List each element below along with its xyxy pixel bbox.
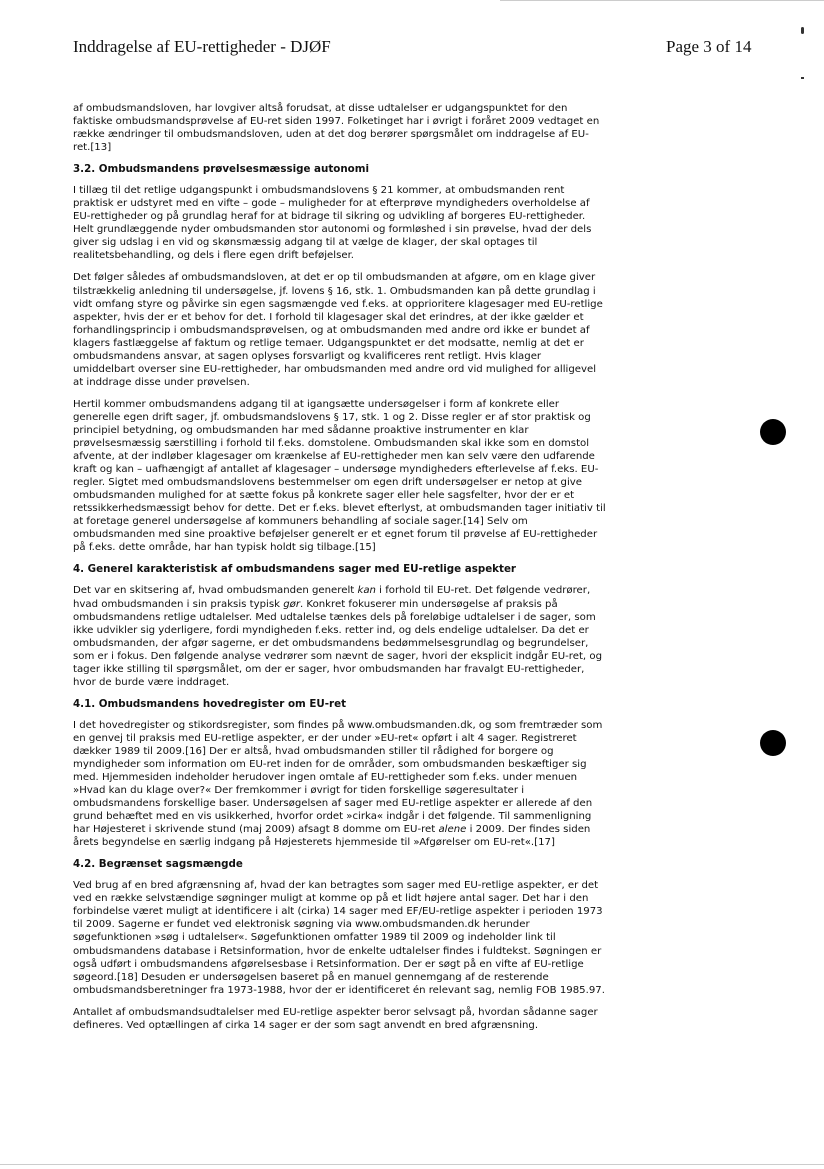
article-body (73, 102, 606, 1032)
paragraph: Antallet af ombudsmandsudtalelser med EU-retlige aspekter beror selvsagt på, hvordan sådanne sager defineres. Ved optællingen af cirka 14 sager er der som sagt anvendt en bred afgrænsning. (73, 1006, 598, 1031)
paragraph: I tillæg til det retlige udgangspunkt i ombudsmandslovens § 21 kommer, at ombudsmanden rent praktisk er udstyret med en vifte – gode – muligheder for at efterprøve myndigheders overholdelse af EU-rettigheder og på grundlag heraf for at bidrage til sikring og udvikling af borgeres EU-rettigheder. Helt grundlæggende nyder ombudsmanden stor autonomi og formløshed i sin prøvelse, hvad der dels giver sig udslag i en vid og skønsmæssig adgang til at vælge de klager, der skal optages til realitetsbehandling, og dels i flere egen drift beføjelser. (73, 185, 592, 262)
emphasis: alene (438, 824, 467, 836)
section-heading-4-1: 4.1. Ombudsmandens hovedregister om EU-ret (73, 697, 346, 710)
paragraph: Det følger således af ombudsmandsloven, at det er op til ombudsmanden at afgøre, om en klage giver tilstrækkelig anledning til undersøgelse, jf. lovens § 16, stk. 1. Ombudsmanden kan på dette grundlag i vidt omfang styre og påvirke sin egen sagsmængde ved f.eks. at opprioritere klagesager med EU-retlige aspekter, hvis der er et behov for det. I forhold til klagesager skal det erindres, at der ikke gælder et forhandlingsprincip i ombudsmandsprøvelsen, og at ombudsmanden med andre ord ikke er bundet af klagers fastlæggelse af faktum og retlige temaer. Udgangspunktet er det modsatte, nemlig at det er ombudsmandens ansvar, at sagen oplyses forsvarligt og kvalificeres rent retligt. Hvis klager umiddelbart overser sine EU-rettigheder, har ombudsmanden med andre ord vid mulighed for alligevel at inddrage disse under prøvelsen. (73, 272, 603, 388)
text-run: i 2009. Der findes siden årets begyndelse en særlig indgang på Højesterets hjemmeside til »Afgørelser om EU-ret«.[17] (73, 824, 591, 849)
paragraph: Hertil kommer ombudsmandens adgang til at igangsætte undersøgelser i form af konkrete eller generelle egen drift sager, jf. ombudsmandslovens § 17, stk. 1 og 2. Disse regler er af stor praktisk og principiel betydning, og ombudsmanden har med sådanne proaktive instrumenter en klar prøvelsesmæssig særstilling i forhold til f.eks. domstolene. Ombudsmanden skal ikke som en domstol afvente, at der indløber klagesager om krænkelse af EU-rettigheder men kan selv være den udfarende kraft og kan – uafhængigt af antallet af klagesager – undersøge myndigheders efterlevelse af f.eks. EU-regler. Sigtet med ombudsmandslovens bestemmelser om egen drift undersøgelser er netop at give ombudsmanden mulighed for at sætte fokus på konkrete sager eller hele sagsfelter, hvor der er et retssikkerhedsmæssigt behov for dette. Det er f.eks. blevet efterlyst, at ombudsmanden tager initiativ til at foretage generel undersøgelse af kommuners behandling af sociale sager.[14] Selv om ombudsmanden med sine proaktive beføjelser generelt er et egnet forum til prøvelse af EU-rettigheder på f.eks. dette område, har han typisk holdt sig tilbage.[15] (73, 398, 606, 554)
page-top-edge (500, 0, 824, 1)
scan-speck (801, 27, 804, 34)
paragraph: Ved brug af en bred afgrænsning af, hvad der kan betragtes som sager med EU-retlige aspekter, er det ved en række selvstændige søgninger muligt at komme op på et lidt højere antal sager. Det har i den forbindelse været muligt at identificere i alt (cirka) 14 sager med EF/EU-retlige aspekter i perioden 1973 til 2009. Sagerne er fundet ved elektronisk søgning via www.ombudsmanden.dk herunder søgefunktionen »søg i udtalelser«. Søgefunktionen omfatter 1989 til 2009 og indeholder link til ombudsmandens database i Retsinformation, hvor de enkelte udtalelser findes i fuldtekst. Søgningen er også udført i ombudsmandens afgørelsesbase i Retsinformation. Der er søgt på en vifte af EU-retlige søgeord.[18] Desuden er undersøgelsen baseret på en manuel gennemgang af de resterende ombudsmandsberetninger fra 1973-1988, hvor der er identificeret én relevant sag, nemlig FOB 1985.97. (73, 880, 605, 996)
page-number: Page 3 of 14 (666, 37, 752, 56)
text-run: I det hovedregister og stikordsregister, som findes på www.ombudsmanden.dk, og som fremtræder som en genvej til praksis med EU-retlige aspekter, er der under »EU-ret« opført i alt 4 sager. Registreret dækker 1989 til 2009.[16] Der er altså, hvad ombudsmanden stiller til rådighed for borgere og myndigheder som information om EU-ret inden for de områder, som ombudsmanden beskæftiger sig med. Hjemmesiden indeholder herudover ingen omtale af EU-rettigheder som f.eks. under menuen »Hvad kan du klage over?« Der fremkommer i øvrigt for tiden forskellige søgeresultater i ombudsmandens forskellige baser. Undersøgelsen af sager med EU-retlige aspekter er allerede af den grund behæftet med en vis usikkerhed, hvorfor ordet »cirka« indgår i det følgende. Til sammenligning har Højesteret i skrivende stund (maj 2009) afsagt 8 domme om EU-ret (73, 719, 603, 836)
binder-hole-mark (760, 730, 786, 756)
section-heading-4: 4. Generel karakteristisk af ombudsmandens sager med EU-retlige aspekter (73, 563, 517, 576)
section-heading-3-2: 3.2. Ombudsmandens prøvelsesmæssige autonomi (73, 163, 370, 176)
scan-speck (801, 77, 804, 79)
intro-paragraph: af ombudsmandsloven, har lovgiver altså forudsat, at disse udtalelser er udgangspunktet for den faktiske ombudsmandsprøvelse af EU-ret siden 1997. Folketinget har i øvrigt i foråret 2009 vedtaget en række ændringer til ombudsmandsloven, uden at det dog berører spørgsmålet om inddragelse af EU-ret.[13] (73, 103, 600, 154)
paragraph (73, 719, 606, 849)
text-run: . Konkret fokuserer min undersøgelse af praksis på ombudsmandens retlige udtalelser. Med udtalelse tænkes dels på foreløbige udtalelser i de sager, som ikke udvikler sig yderligere, fordi myndigheden f.eks. retter ind, og dels endelige udtalelser. Da det er ombudsmanden, der afgør sagerne, er det ombudsmandens bedømmelsesgrundlag og begrundelser, som er i fokus. Den følgende analyse vedrører som nævnt de sager, hvori der eksplicit indgår EU-ret, og tager ikke stilling til spørgsmålet, om der er sager, hvor ombudsmanden har fravalgt EU-rettigheder, hvor de burde være inddraget. (73, 598, 602, 688)
section-heading-4-2: 4.2. Begrænset sagsmængde (73, 858, 243, 871)
paragraph (73, 584, 606, 688)
text-run: i forhold til EU-ret. Det følgende vedrører, hvad ombudsmanden i sin praksis typisk (73, 585, 591, 610)
emphasis: kan (357, 585, 376, 597)
page-header-title: Inddragelse af EU-rettigheder - DJØF (73, 37, 331, 56)
emphasis: gør (283, 598, 300, 610)
binder-hole-mark (760, 419, 786, 445)
page-bottom-edge (0, 1164, 824, 1165)
text-run: Det var en skitsering af, hvad ombudsmanden generelt (73, 585, 358, 597)
